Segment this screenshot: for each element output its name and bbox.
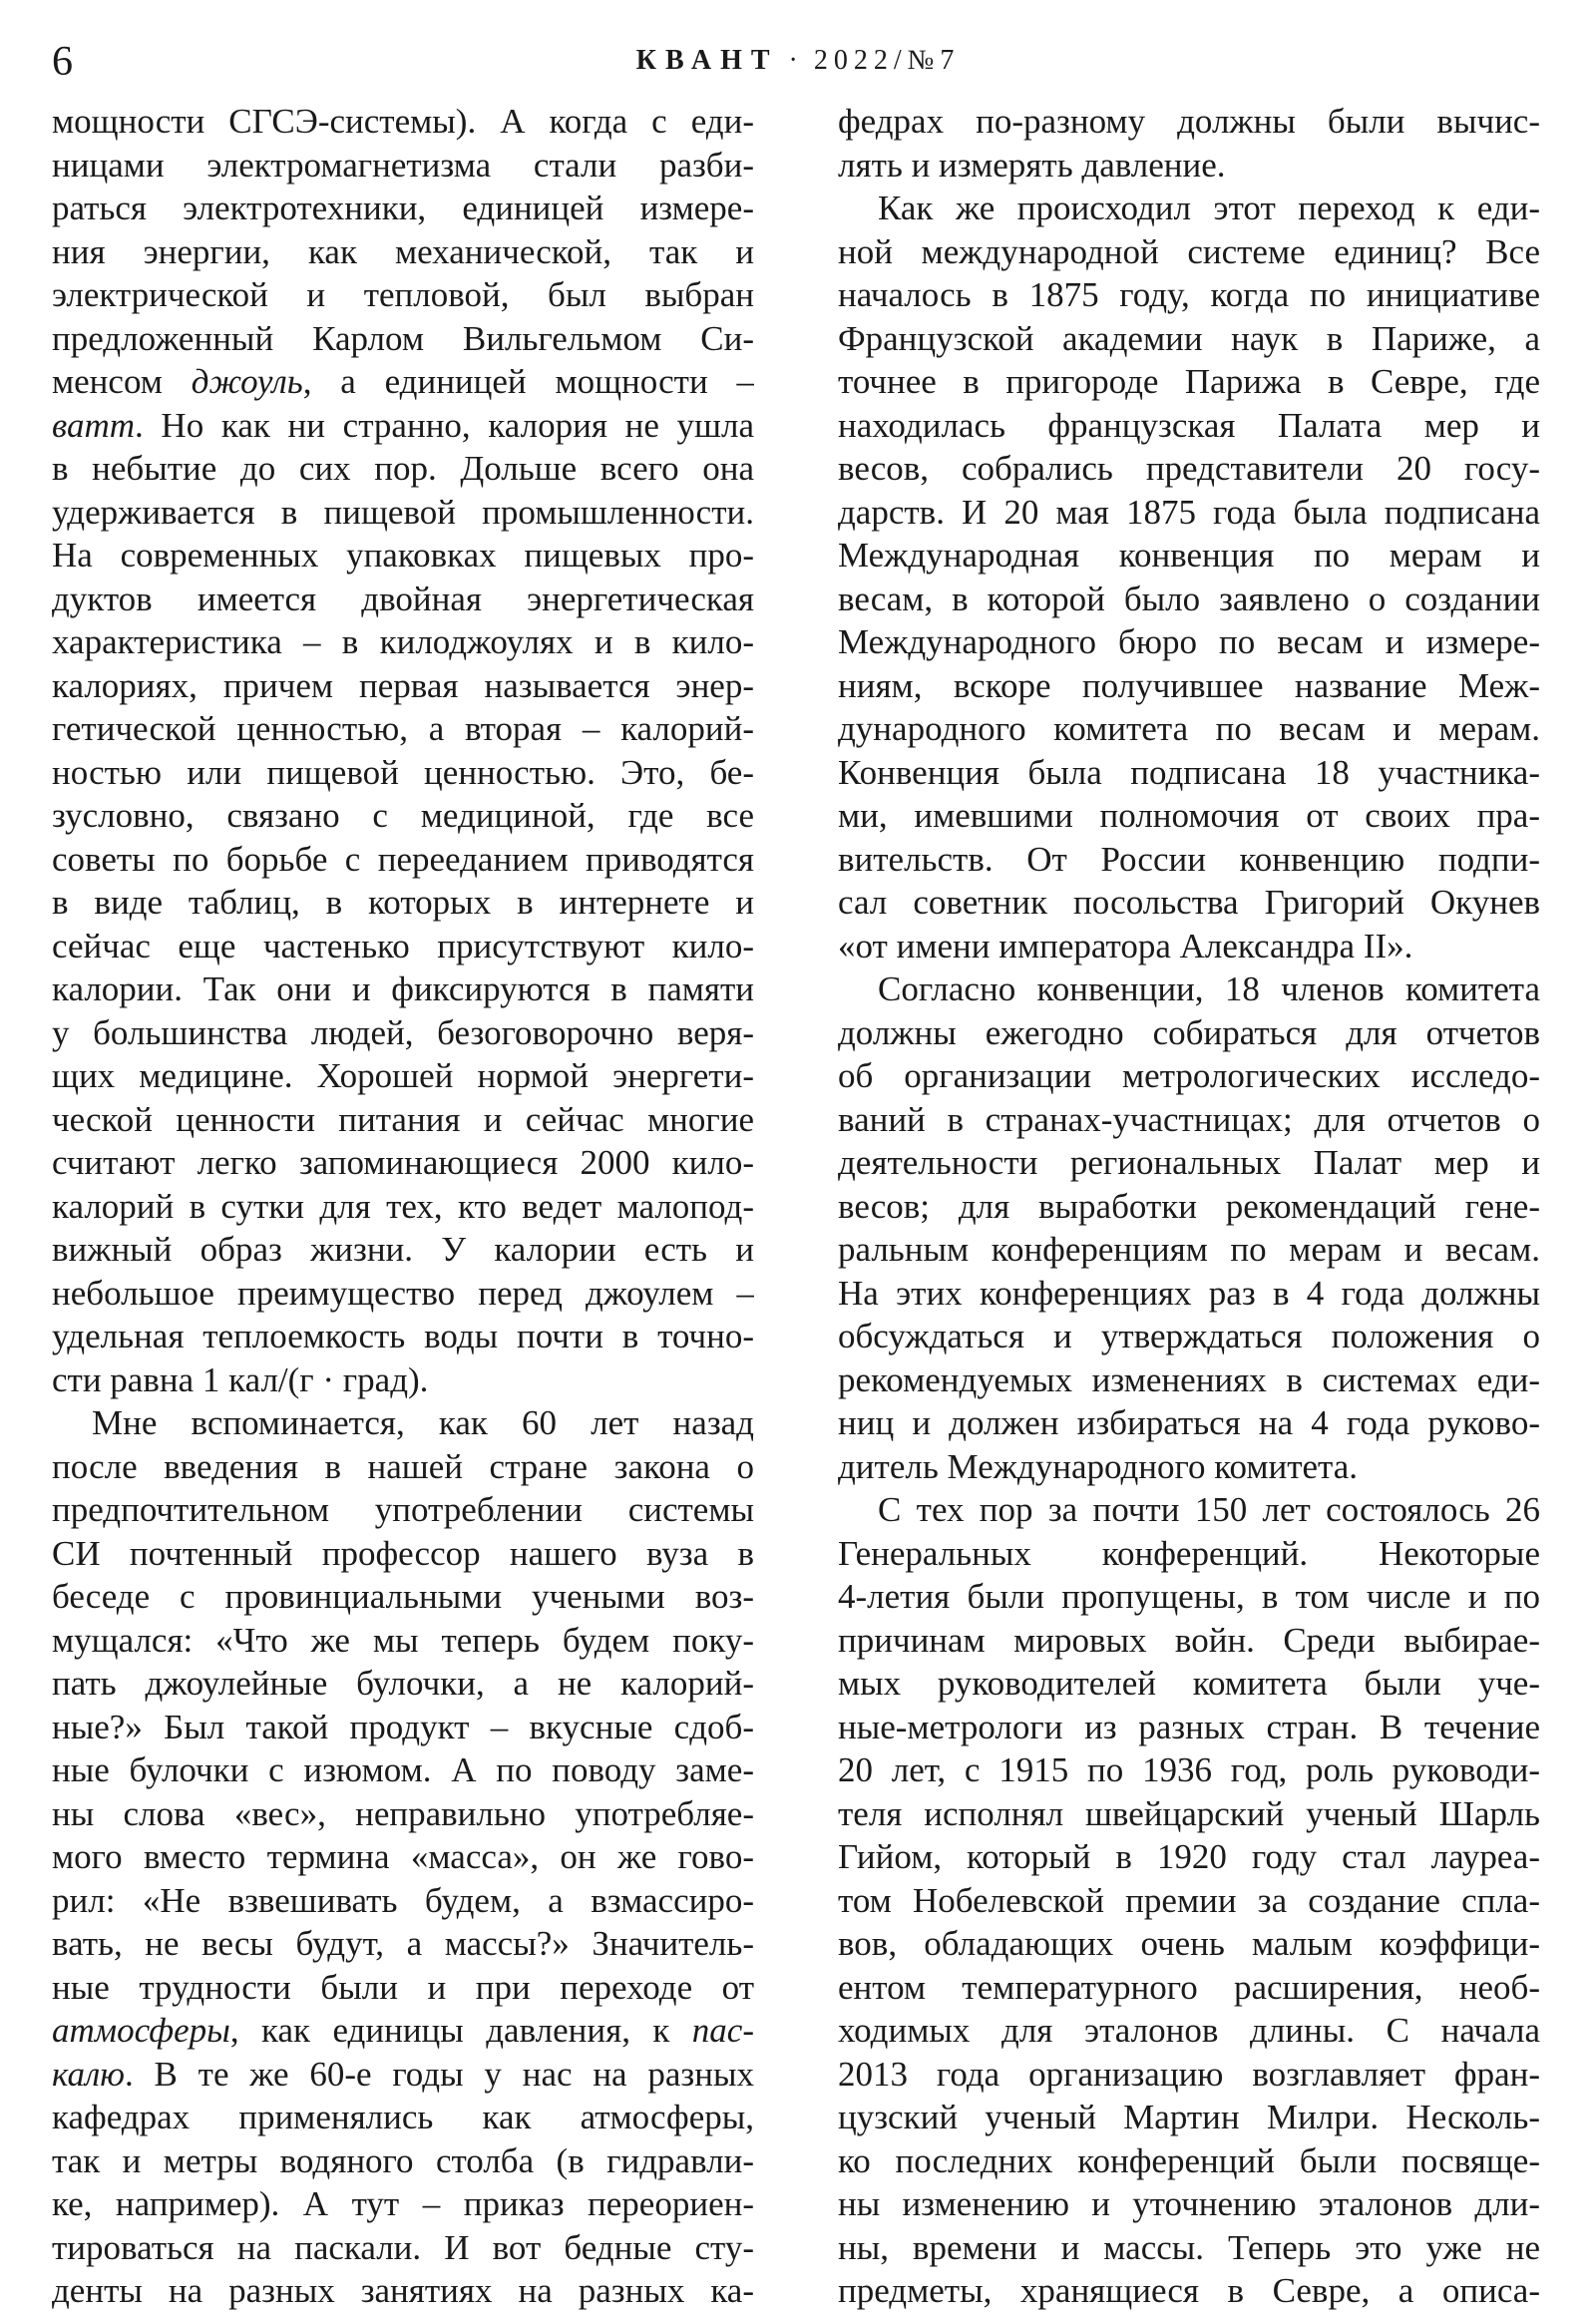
text-line: ниям, вскоре получившее название Меж-	[838, 665, 1540, 705]
text-line: ницами электромагнетизма стали разби-	[52, 145, 754, 185]
text-line: ке, например). А тут – приказ переориен-	[52, 2184, 754, 2223]
text-line: мущался: «Что же мы теперь будем поку-	[52, 1620, 754, 1660]
text-line: лять и измерять давление.	[838, 145, 1226, 185]
text-line: Международная конвенция по мерам и	[838, 536, 1540, 575]
text-line: кафедрах применялись как атмосферы,	[52, 2098, 754, 2136]
text-line: Гийом, который в 1920 году стал лауреа-	[838, 1837, 1540, 1876]
text-line: щих медицине. Хорошей нормой энергети-	[52, 1056, 754, 1095]
text-line: 4-летия были пропущены, в том числе и по	[838, 1577, 1540, 1616]
text-line: денты на разных занятиях на разных ка-	[52, 2271, 754, 2310]
text-line: у большинства людей, безоговорочно веря-	[52, 1012, 754, 1052]
text-line: ральным конференциям по мерам и весам.	[838, 1230, 1540, 1269]
text-line: советы по борьбе с перееданием приводятся	[52, 839, 754, 879]
text-line: ностью или пищевой ценностью. Это, бе-	[52, 752, 754, 792]
text-line: «от имени императора Александра II».	[838, 926, 1413, 965]
magazine-title: КВАНТ	[635, 45, 779, 76]
text-line: причинам мировых войн. Среди выбирае-	[838, 1620, 1540, 1660]
italic-term-pascal-part1: пас-	[691, 2011, 754, 2050]
text-line: предпочтительном употреблении системы	[52, 1490, 754, 1529]
text-line: ной международной системе единиц? Все	[838, 231, 1540, 271]
text-line: удельная теплоемкость воды почти в точно-	[52, 1317, 754, 1355]
text-line: вать, не весы будут, а массы?» Значитель-	[52, 1924, 754, 1963]
text-line	[52, 2053, 754, 2097]
text-run: , а единицей мощности –	[302, 362, 754, 401]
text-line: удерживается в пищевой промышленности.	[52, 492, 754, 532]
text-line: весов; для выработки рекомендаций гене-	[838, 1186, 1540, 1226]
text-line: Французской академии наук в Париже, а	[838, 318, 1540, 358]
text-line: Международного бюро по весам и измере-	[838, 622, 1540, 661]
text-line: дународного комитета по весам и мерам.	[838, 709, 1540, 748]
text-line: предметы, хранящиеся в Севре, а описа-	[838, 2271, 1540, 2310]
text-line: мого вместо термина «масса», он же гово-	[52, 1837, 754, 1876]
text-line: Конвенция была подписана 18 участника-	[838, 752, 1540, 792]
text-line: после введения в нашей стране закона о	[52, 1446, 754, 1486]
text-line: рил: «Не взвешивать будем, а взмассиро-	[52, 1880, 754, 1920]
text-line: предложенный Карлом Вильгельмом Си-	[52, 318, 754, 358]
text-line: пать джоулейные булочки, а не калорий-	[52, 1664, 754, 1703]
text-line: дарств. И 20 мая 1875 года была подписана	[838, 492, 1540, 532]
text-line: рекомендуемых изменениях в системах еди-	[838, 1359, 1540, 1399]
text-line: 20 лет, с 1915 по 1936 год, роль руководи-	[838, 1750, 1540, 1789]
italic-term-atmosphere: атмосферы	[52, 2011, 230, 2050]
text-line: в небытие до сих пор. Дольше всего она	[52, 449, 754, 488]
text-line: раться электротехники, единицей измере-	[52, 189, 754, 227]
text-line: весов, собрались представители 20 госу-	[838, 449, 1540, 488]
text-line: началось в 1875 году, когда по инициативе	[838, 275, 1540, 314]
paragraph-start-line: Согласно конвенции, 18 членов комитета	[878, 969, 1540, 1008]
issue-number: 2022/№7	[813, 45, 961, 76]
text-line: ваний в странах-участницах; для отчетов о	[838, 1099, 1540, 1139]
text-line: дитель Международного комитета.	[838, 1446, 1359, 1486]
text-line: ны слова «вес», неправильно употребляе-	[52, 1793, 754, 1833]
text-run: . В те же 60-е годы у нас на разных	[124, 2054, 754, 2094]
text-line: ходимых для эталонов длины. С начала	[838, 2011, 1540, 2050]
text-line: так и метры водяного столба (в гидравли-	[52, 2140, 754, 2180]
text-line: обсуждаться и утверждаться положения о	[838, 1317, 1540, 1355]
paragraph-start-line: Мне вспоминается, как 60 лет назад	[92, 1403, 754, 1442]
text-line	[52, 2009, 754, 2053]
text-line: деятельности региональных Палат мер и	[838, 1143, 1540, 1182]
text-line: ентом температурного расширения, необ-	[838, 1967, 1540, 2007]
italic-term-watt: ватт	[52, 405, 136, 445]
text-line: гетической ценностью, а вторая – калорий-	[52, 709, 754, 748]
text-line: цузский ученый Мартин Милри. Несколь-	[838, 2098, 1540, 2136]
text-line: федрах по-разному должны были вычис-	[838, 102, 1540, 141]
text-line: считают легко запоминающиеся 2000 кило-	[52, 1143, 754, 1182]
text-line: калорий в сутки для тех, кто ведет малопод-	[52, 1186, 754, 1226]
text-run: . Но как ни странно, калория не ушла	[135, 405, 754, 445]
text-line: должны ежегодно собираться для отчетов	[838, 1012, 1540, 1052]
text-line: ко последних конференций были посвяще-	[838, 2140, 1540, 2180]
text-run: менсом	[52, 362, 192, 401]
text-line: об организации метрологических исследо-	[838, 1056, 1540, 1095]
text-line: сейчас еще частенько присутствуют кило-	[52, 926, 754, 965]
text-line: калориях, причем первая называется энер-	[52, 665, 754, 705]
text-line: тироваться на паскали. И вот бедные сту-	[52, 2227, 754, 2267]
text-line: ные трудности были и при переходе от	[52, 1967, 754, 2007]
text-line: ми, имевшими полномочия от своих пра-	[838, 796, 1540, 835]
text-line: вижный образ жизни. У калории есть и	[52, 1230, 754, 1269]
running-head	[0, 44, 1596, 78]
text-line: вительств. От России конвенцию подпи-	[838, 839, 1540, 879]
text-line: сал советник посольства Григорий Окунев	[838, 883, 1540, 922]
text-line: Генеральных конференций. Некоторые	[838, 1533, 1540, 1573]
text-line: весам, в которой было заявлено о создании	[838, 578, 1540, 618]
text-line	[52, 360, 754, 404]
text-line: точнее в пригороде Парижа в Севре, где	[838, 362, 1540, 401]
text-line: вов, обладающих очень малым коэффици-	[838, 1924, 1540, 1963]
text-line: небольшое преимущество перед джоулем –	[52, 1273, 754, 1313]
right-text-column	[838, 100, 1540, 2313]
text-line: ные булочки с изюмом. А по поводу заме-	[52, 1750, 754, 1789]
text-line: ческой ценности питания и сейчас многие	[52, 1099, 754, 1139]
text-line: зусловно, связано с медициной, где все	[52, 796, 754, 835]
text-line: находилась французская Палата мер и	[838, 405, 1540, 445]
text-line: дуктов имеется двойная энергетическая	[52, 578, 754, 618]
text-line: в виде таблиц, в которых в интернете и	[52, 883, 754, 922]
text-line: 2013 года организацию возглавляет фран-	[838, 2054, 1540, 2094]
text-line: На современных упаковках пищевых про-	[52, 536, 754, 575]
italic-term-pascal-part2: калю	[52, 2054, 125, 2094]
text-line: ные?» Был такой продукт – вкусные сдоб-	[52, 1707, 754, 1746]
text-line: ные-метрологи из разных стран. В течение	[838, 1707, 1540, 1746]
italic-term-joule: джоуль	[191, 362, 303, 401]
text-line: ны изменению и уточнению эталонов дли-	[838, 2184, 1540, 2223]
text-line: мых руководителей комитета были уче-	[838, 1664, 1540, 1703]
text-line: электрической и тепловой, был выбран	[52, 275, 754, 314]
separator-dot: ·	[788, 45, 804, 76]
text-run: , как единицы давления, к	[229, 2011, 692, 2050]
text-line: На этих конференциях раз в 4 года должны	[838, 1273, 1540, 1313]
text-line: теля исполнял швейцарский ученый Шарль	[838, 1793, 1540, 1833]
paragraph-start-line: Как же происходил этот переход к еди-	[878, 189, 1540, 227]
text-line: ниц и должен избираться на 4 года руково-	[838, 1403, 1540, 1442]
page-number: 6	[52, 39, 73, 85]
text-line: сти равна 1 кал/(г · град).	[52, 1359, 429, 1399]
text-line: беседе с провинциальными учеными воз-	[52, 1577, 754, 1616]
text-line: калории. Так они и фиксируются в памяти	[52, 969, 754, 1008]
text-line: характеристика – в килоджоулях и в кило-	[52, 622, 754, 661]
text-line: ны, времени и массы. Теперь это уже не	[838, 2227, 1540, 2267]
text-line: СИ почтенный профессор нашего вуза в	[52, 1533, 754, 1573]
paragraph-start-line: С тех пор за почти 150 лет состоялось 26	[878, 1490, 1540, 1529]
text-line: мощности СГСЭ-системы). А когда с еди-	[52, 102, 754, 141]
text-line: том Нобелевской премии за создание спла-	[838, 1880, 1540, 1920]
text-line: ния энергии, как механической, так и	[52, 231, 754, 271]
left-text-column	[52, 100, 754, 2313]
text-line	[52, 404, 754, 448]
